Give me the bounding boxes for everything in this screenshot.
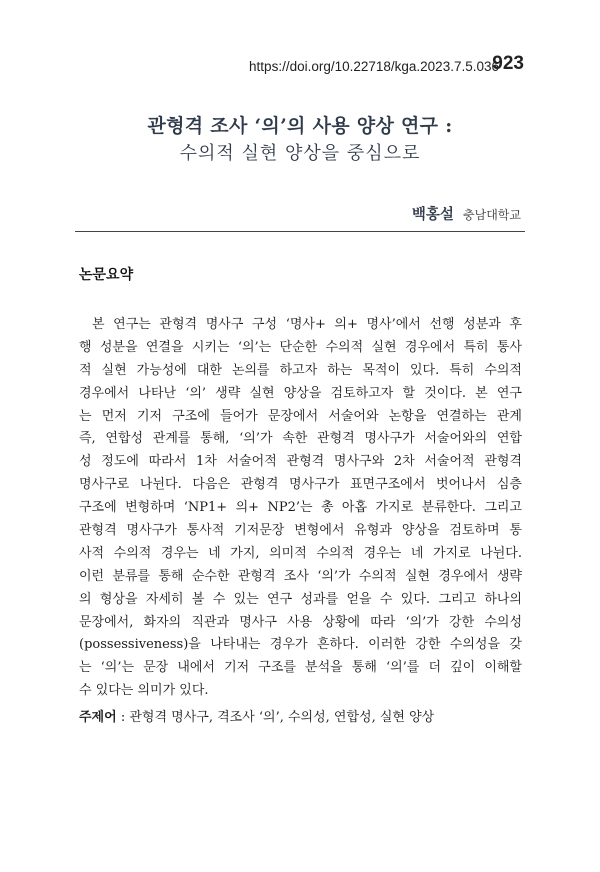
abstract-line: 적 실현 가능성에 대한 논의를 하고자 하는 목적이 있다. 특히 수의적 xyxy=(79,362,522,378)
abstract-line: 경우에서 나타난 ‘의’ 생략 실현 양상을 검토하고자 할 것이다. 본 연구 xyxy=(79,385,522,401)
abstract-line: 는 ‘의’는 문장 내에서 기저 구조를 분석을 통해 ‘의’를 더 깊이 이해할 xyxy=(79,660,522,676)
abstract-line: 는 먼저 기저 구조에 들어가 문장에서 서술어와 논항을 연결하는 관계 xyxy=(79,408,522,424)
paper-title: 관형격 조사 ‘의’의 사용 양상 연구 : xyxy=(147,115,453,137)
abstract-line: 이런 분류를 통해 순수한 관형격 조사 ‘의’가 수의적 실현 경우에서 생략 xyxy=(79,568,522,584)
doi-link[interactable]: https://doi.org/10.22718/kga.2023.7.5.036 xyxy=(249,59,499,74)
abstract-heading: 논문요약 xyxy=(79,267,134,283)
paper-subtitle: 수의적 실현 양상을 중심으로 xyxy=(179,143,421,164)
abstract-line: 행 성분을 연결을 시키는 ‘의’는 단순한 수의적 실현 경우에서 특히 통사 xyxy=(79,339,522,355)
page-number: 923 xyxy=(492,53,524,74)
abstract-line: 구조에 변형하며 ‘NP1+ 의+ NP2’는 총 아홉 가지로 분류한다. 그리고 xyxy=(79,500,522,516)
author-name: 백홍설 xyxy=(411,206,454,223)
title-block xyxy=(0,112,600,168)
abstract-line: (possessiveness)을 나타내는 경우가 흔하다. 이러한 강한 수의성을 갖 xyxy=(79,637,522,653)
keywords-separator: : xyxy=(116,710,130,725)
header-divider xyxy=(75,231,525,232)
author-affiliation: 충남대학교 xyxy=(463,208,521,222)
keywords-label: 주제어 xyxy=(79,710,117,725)
page-header xyxy=(0,50,600,80)
keywords-text: 관형격 명사구, 격조사 ‘의’, 수의성, 연합성, 실현 양상 xyxy=(129,710,435,725)
keywords-line xyxy=(79,706,434,725)
abstract-line: 의 형상을 자세히 볼 수 있는 연구 성과를 얻을 수 있다. 그리고 하나의 xyxy=(79,591,522,607)
abstract-line: 관형격 명사구가 통사적 기저문장 변형에서 유형과 양상을 검토하며 통 xyxy=(79,523,522,539)
abstract-line: 명사구로 나뉜다. 다음은 관형격 명사구가 표면구조에서 벗어나서 심층 xyxy=(79,477,522,493)
abstract-line: 즉, 연합성 관계를 통해, ‘의’가 속한 관형격 명사구가 서술어와의 연합 xyxy=(79,431,522,447)
author-line xyxy=(412,203,521,224)
abstract-line: 본 연구는 관형격 명사구 구성 ‘명사+ 의+ 명사’에서 선행 성분과 후 xyxy=(92,317,522,332)
abstract-line: 성 정도에 따라서 1차 서술어적 관형격 명사구와 2차 서술어적 관형격 xyxy=(79,454,522,470)
abstract-line: 수 있다는 의미가 있다. xyxy=(79,683,209,699)
abstract-line: 사적 수의적 경우는 네 가지, 의미적 수의적 경우는 네 가지로 나뉜다. xyxy=(79,545,522,561)
abstract-line: 문장에서, 화자의 직관과 명사구 사용 상황에 따라 ‘의’가 강한 수의성 xyxy=(79,614,522,630)
abstract-body xyxy=(79,314,522,703)
